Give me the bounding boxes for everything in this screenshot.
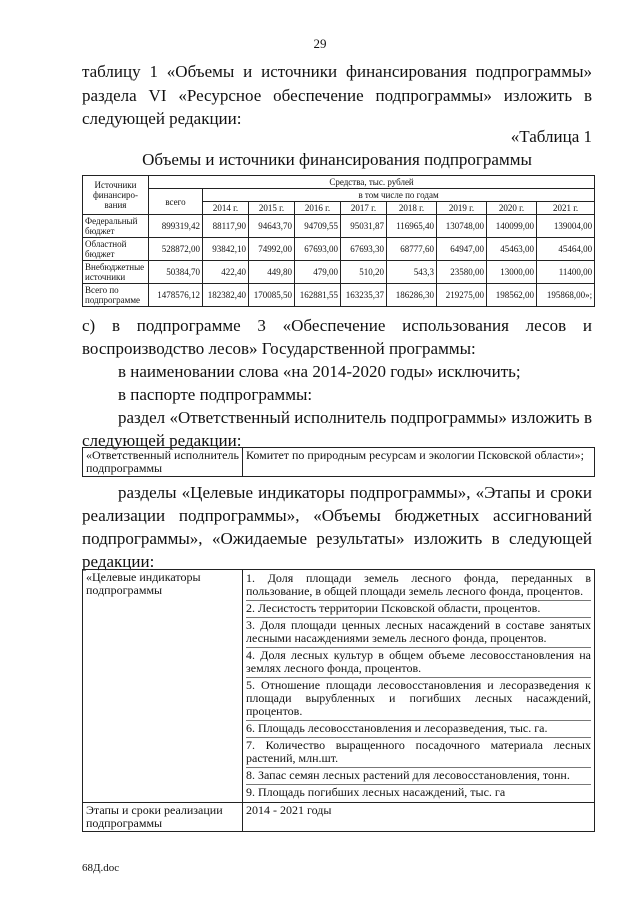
stages-label: Этапы и сроки реализации подпрограммы: [83, 803, 243, 832]
by-year-header: в том числе по годам: [203, 189, 595, 202]
list-item: 5. Отношение площади лесовосстановления и лесоразведения к площади вырубленных и погибших лесных насаждений, процентов.: [246, 678, 591, 721]
list-item: 2. Лесистость территории Псковской области, процентов.: [246, 601, 591, 618]
cell-value: 64947,00: [437, 238, 487, 261]
indicators-label: «Целевые индикаторы подпрограммы: [83, 570, 243, 803]
list-item: 8. Запас семян лесных растений для лесовосстановления, тонн.: [246, 768, 591, 785]
cell-value: 68777,60: [387, 238, 437, 261]
finance-table: [82, 175, 595, 307]
responsible-value: Комитет по природным ресурсам и экологии Псковской области»;: [243, 448, 595, 477]
responsible-table: [82, 447, 595, 477]
list-item: 1. Доля площади земель лесного фонда, переданных в пользование, в общей площади земель лесного фонда, процентов.: [246, 571, 591, 601]
cell-value: 140099,00: [487, 215, 537, 238]
list-item: 3. Доля площади ценных лесных насаждений в составе занятых лесными насаждениями земель лесного фонда, процентов.: [246, 618, 591, 648]
responsible-label: «Ответственный исполнитель подпрограммы: [83, 448, 243, 477]
paragraph-line: реализации подпрограммы», «Объемы бюджетных ассигнований: [82, 506, 592, 525]
funds-header: Средства, тыс. рублей: [149, 176, 595, 189]
paragraph-line: раздела VI «Ресурсное обеспечение подпрограммы» изложить в: [82, 86, 592, 105]
cell-value: 162881,55: [295, 284, 341, 307]
list-item: 9. Площадь погибших лесных насаждений, тыс. га: [246, 785, 506, 799]
cell-value: 45464,00: [537, 238, 595, 261]
list-item: 6. Площадь лесовосстановления и лесоразведения, тыс. га.: [246, 721, 591, 738]
cell-value: 67693,00: [295, 238, 341, 261]
year-header: 2020 г.: [487, 202, 537, 215]
cell-value: 94709,55: [295, 215, 341, 238]
cell-value: 88117,90: [203, 215, 249, 238]
cell-value: 130748,00: [437, 215, 487, 238]
paragraph-line: раздел «Ответственный исполнитель подпрограммы» изложить в: [118, 408, 592, 427]
row-total: 528872,00: [149, 238, 203, 261]
row-label: Всего по подпрограмме: [83, 284, 149, 307]
row-label: Внебюджетные источники: [83, 261, 149, 284]
source-header: Источники финансиро-вания: [83, 176, 149, 215]
year-header: 2017 г.: [341, 202, 387, 215]
table-title: Объемы и источники финансирования подпрограммы: [142, 150, 532, 169]
cell-value: 95031,87: [341, 215, 387, 238]
year-header: 2019 г.: [437, 202, 487, 215]
total-header: всего: [149, 189, 203, 215]
cell-value: 45463,00: [487, 238, 537, 261]
cell-value: 182382,40: [203, 284, 249, 307]
paragraph-line: воспроизводство лесов» Государственной программы:: [82, 339, 476, 358]
row-total: 1478576,12: [149, 284, 203, 307]
paragraph-line: подпрограммы», «Ожидаемые результаты» изложить в следующей: [82, 529, 592, 548]
cell-value: 198562,00: [487, 284, 537, 307]
paragraph-line: редакции:: [82, 552, 155, 571]
cell-value: 510,20: [341, 261, 387, 284]
paragraph-line: следующей редакции:: [82, 109, 242, 128]
cell-value: 422,40: [203, 261, 249, 284]
cell-value: 543,3: [387, 261, 437, 284]
paragraph-line: с) в подпрограмме 3 «Обеспечение использования лесов и: [82, 316, 592, 335]
cell-value: 479,00: [295, 261, 341, 284]
cell-value: 23580,00: [437, 261, 487, 284]
row-label: Федеральный бюджет: [83, 215, 149, 238]
table-row: [83, 284, 595, 307]
paragraph-line: разделы «Целевые индикаторы подпрограммы», «Этапы и сроки: [118, 483, 592, 502]
list-item: 7. Количество выращенного посадочного материала лесных растений, млн.шт.: [246, 738, 591, 768]
list-item: 4. Доля лесных культур в общем объеме лесовосстановления на землях лесного фонда, процентов.: [246, 648, 591, 678]
paragraph-line: следующей редакции:: [82, 431, 242, 450]
year-header: 2018 г.: [387, 202, 437, 215]
year-header: 2015 г.: [249, 202, 295, 215]
row-label: Областной бюджет: [83, 238, 149, 261]
table-row: [83, 215, 595, 238]
year-header: 2016 г.: [295, 202, 341, 215]
cell-value: 74992,00: [249, 238, 295, 261]
page-number: 29: [313, 36, 327, 51]
row-total: 899319,42: [149, 215, 203, 238]
cell-value: 195868,00»;: [537, 284, 595, 307]
table-row: [83, 261, 595, 284]
cell-value: 116965,40: [387, 215, 437, 238]
cell-value: 94643,70: [249, 215, 295, 238]
cell-value: 219275,00: [437, 284, 487, 307]
paragraph-line: таблицу 1 «Объемы и источники финансирования подпрограммы»: [82, 62, 592, 81]
cell-value: 67693,30: [341, 238, 387, 261]
year-header: 2021 г.: [537, 202, 595, 215]
paragraph-line: в наименовании слова «на 2014-2020 годы» исключить;: [118, 362, 521, 381]
footer-filename: 68Д.doc: [82, 862, 120, 874]
cell-value: 163235,37: [341, 284, 387, 307]
cell-value: 186286,30: [387, 284, 437, 307]
indicators-table: [82, 569, 595, 832]
paragraph-line: в паспорте подпрограммы:: [118, 385, 313, 404]
cell-value: 13000,00: [487, 261, 537, 284]
cell-value: 139004,00: [537, 215, 595, 238]
cell-value: 93842,10: [203, 238, 249, 261]
stages-value: 2014 - 2021 годы: [243, 803, 595, 832]
cell-value: 11400,00: [537, 261, 595, 284]
table-label: «Таблица 1: [510, 127, 592, 146]
cell-value: 449,80: [249, 261, 295, 284]
cell-value: 170085,50: [249, 284, 295, 307]
table-row: [83, 238, 595, 261]
year-header: 2014 г.: [203, 202, 249, 215]
row-total: 50384,70: [149, 261, 203, 284]
indicators-list: [243, 570, 595, 803]
